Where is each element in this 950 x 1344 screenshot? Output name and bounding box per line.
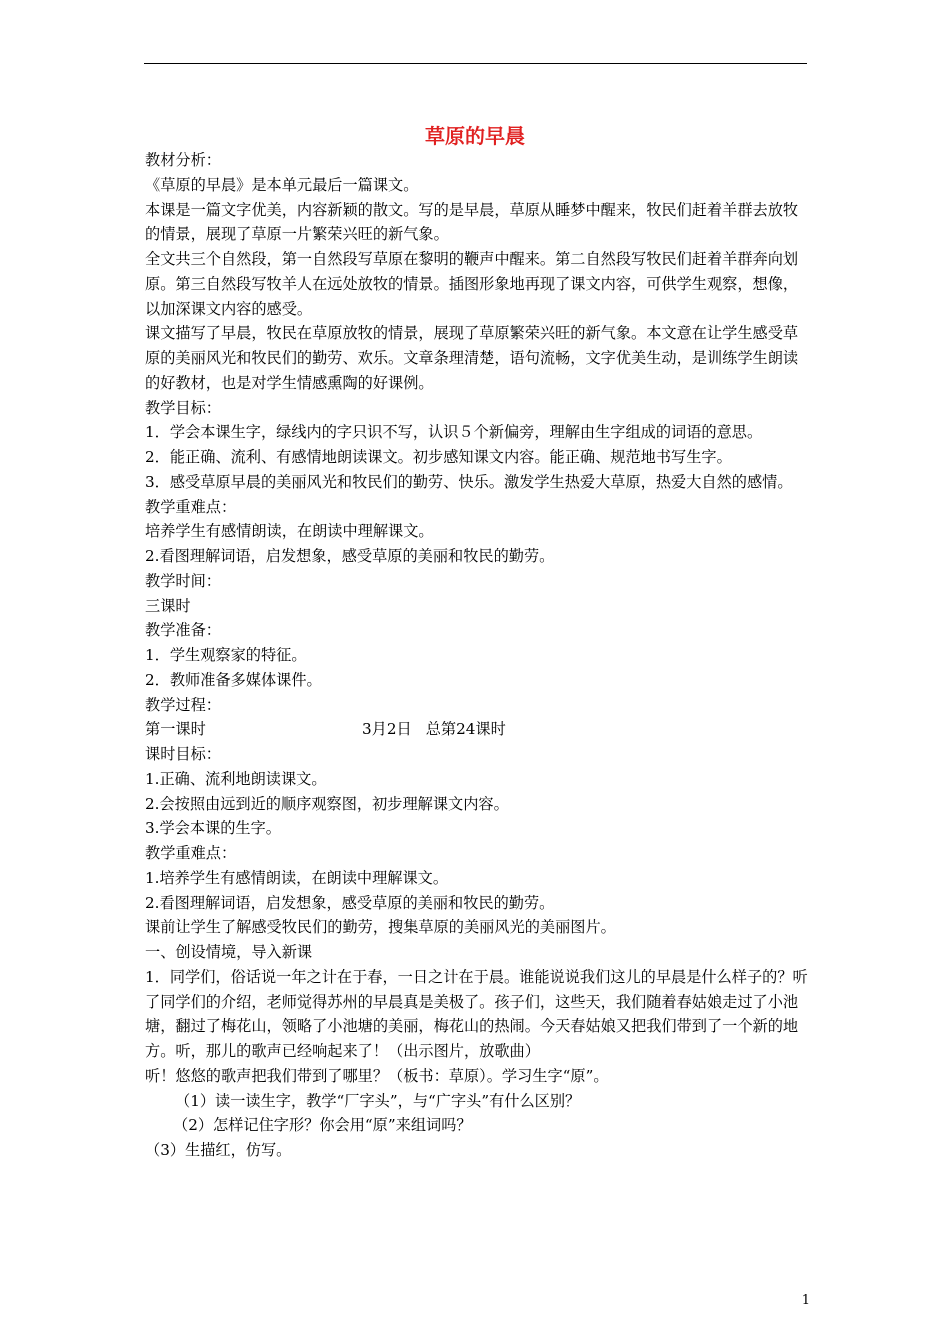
list-item: 1.培养学生有感情朗读，在朗读中理解课文。: [145, 868, 449, 887]
section-heading: 教学过程：: [145, 695, 221, 714]
list-item: 2.会按照由远到近的顺序观察图，初步理解课文内容。: [145, 794, 509, 813]
sub-item: （2）怎样记住字形？你会用“原”来组词吗？: [173, 1116, 472, 1135]
session-info-line: [145, 717, 809, 742]
session-spacer: [412, 717, 426, 742]
section-heading: 一、创设情境，导入新课: [145, 943, 313, 961]
list-item: 1．学生观察家的特征。: [145, 646, 307, 664]
document-title: 草原的早晨: [425, 124, 525, 148]
paragraph: 课前让学生了解感受牧民们的勤劳，搜集草原的美丽风光的美丽图片。: [145, 918, 616, 937]
list-item: 2.看图理解词语，启发想象，感受草原的美丽和牧民的勤劳。: [145, 547, 555, 565]
section-heading: 教学重难点：: [145, 497, 237, 516]
section-heading: 教学重难点：: [145, 844, 237, 862]
list-item: 2．教师准备多媒体课件。: [145, 670, 322, 689]
list-item: 1.正确、流利地朗读课文。: [145, 769, 327, 788]
document-body: [145, 148, 809, 1163]
header-rule: [144, 63, 807, 64]
session-date: 3月2日: [362, 720, 412, 739]
section-heading: 教学准备：: [145, 621, 221, 640]
section-heading: 教学时间：: [145, 571, 221, 590]
paragraph: 本课是一篇文字优美，内容新颖的散文。写的是早晨，草原从睡梦中醒来，牧民们赶着羊群去放牧的情景，展现了草原一片繁荣兴旺的新气象。: [145, 200, 799, 244]
list-item: 1．学会本课生字，绿线内的字只识不写，认识５个新偏旁，理解由生字组成的词语的意思。: [145, 423, 763, 442]
paragraph: 全文共三个自然段，第一自然段写草原在黎明的鞭声中醒来。第二自然段写牧民们赶着羊群奔向划原。第三自然段写牧羊人在远处放牧的情景。插图形象地再现了课文内容，可供学生观察，想像，以加深课文内容的感受。: [145, 250, 799, 318]
sub-item: （1）读一读生字，教学“厂字头”，与“广字头”有什么区别？: [175, 1091, 581, 1110]
list-item: 2．能正确、流利、有感情地朗读课文。初步感知课文内容。能正确、规范地书写生字。: [145, 448, 732, 466]
paragraph: 教材分析：: [145, 151, 221, 169]
section-heading: 课时目标：: [145, 745, 221, 763]
session-label: 第一课时: [145, 720, 206, 739]
paragraph: 听！悠悠的歌声把我们带到了哪里？（板书：草原）。学习生字“原”。: [145, 1066, 609, 1085]
paragraph: 1．同学们，俗话说一年之计在于春，一日之计在于晨。谁能说说我们这儿的早晨是什么样子的？听了同学们的介绍，老师觉得苏州的早晨真是美极了。孩子们，这些天，我们随着春姑娘走过了小池塘，翻过了梅花山，领略了小池塘的美丽，梅花山的热闹。今天春姑娘又把我们带到了一个新的地方。听，那儿的歌声已经响起来了！（出示图片，放歌曲）: [145, 967, 808, 1060]
list-item: 3.学会本课的生字。: [145, 819, 281, 838]
sub-item: （3）生描红，仿写。: [145, 1141, 292, 1159]
session-total: 总第24课时: [425, 720, 506, 739]
list-item: 3．感受草原早晨的美丽风光和牧民们的勤劳、快乐。激发学生热爱大草原，热爱大自然的感情。: [145, 472, 793, 491]
paragraph: 《草原的早晨》是本单元最后一篇课文。: [145, 175, 419, 194]
paragraph: 课文描写了早晨，牧民在草原放牧的情景，展现了草原繁荣兴旺的新气象。本文意在让学生感受草原的美丽风光和牧民们的勤劳、欢乐。文章条理清楚，语句流畅，文字优美生动，是训练学生朗读的好教材，也是对学生情感熏陶的好课例。: [145, 324, 799, 392]
paragraph: 培养学生有感情朗读，在朗读中理解课文。: [145, 522, 434, 541]
list-item: 2.看图理解词语，启发想象，感受草原的美丽和牧民的勤劳。: [145, 893, 555, 912]
page-number: 1: [801, 1293, 810, 1308]
paragraph: 三课时: [145, 596, 191, 615]
section-heading: 教学目标：: [145, 398, 221, 417]
